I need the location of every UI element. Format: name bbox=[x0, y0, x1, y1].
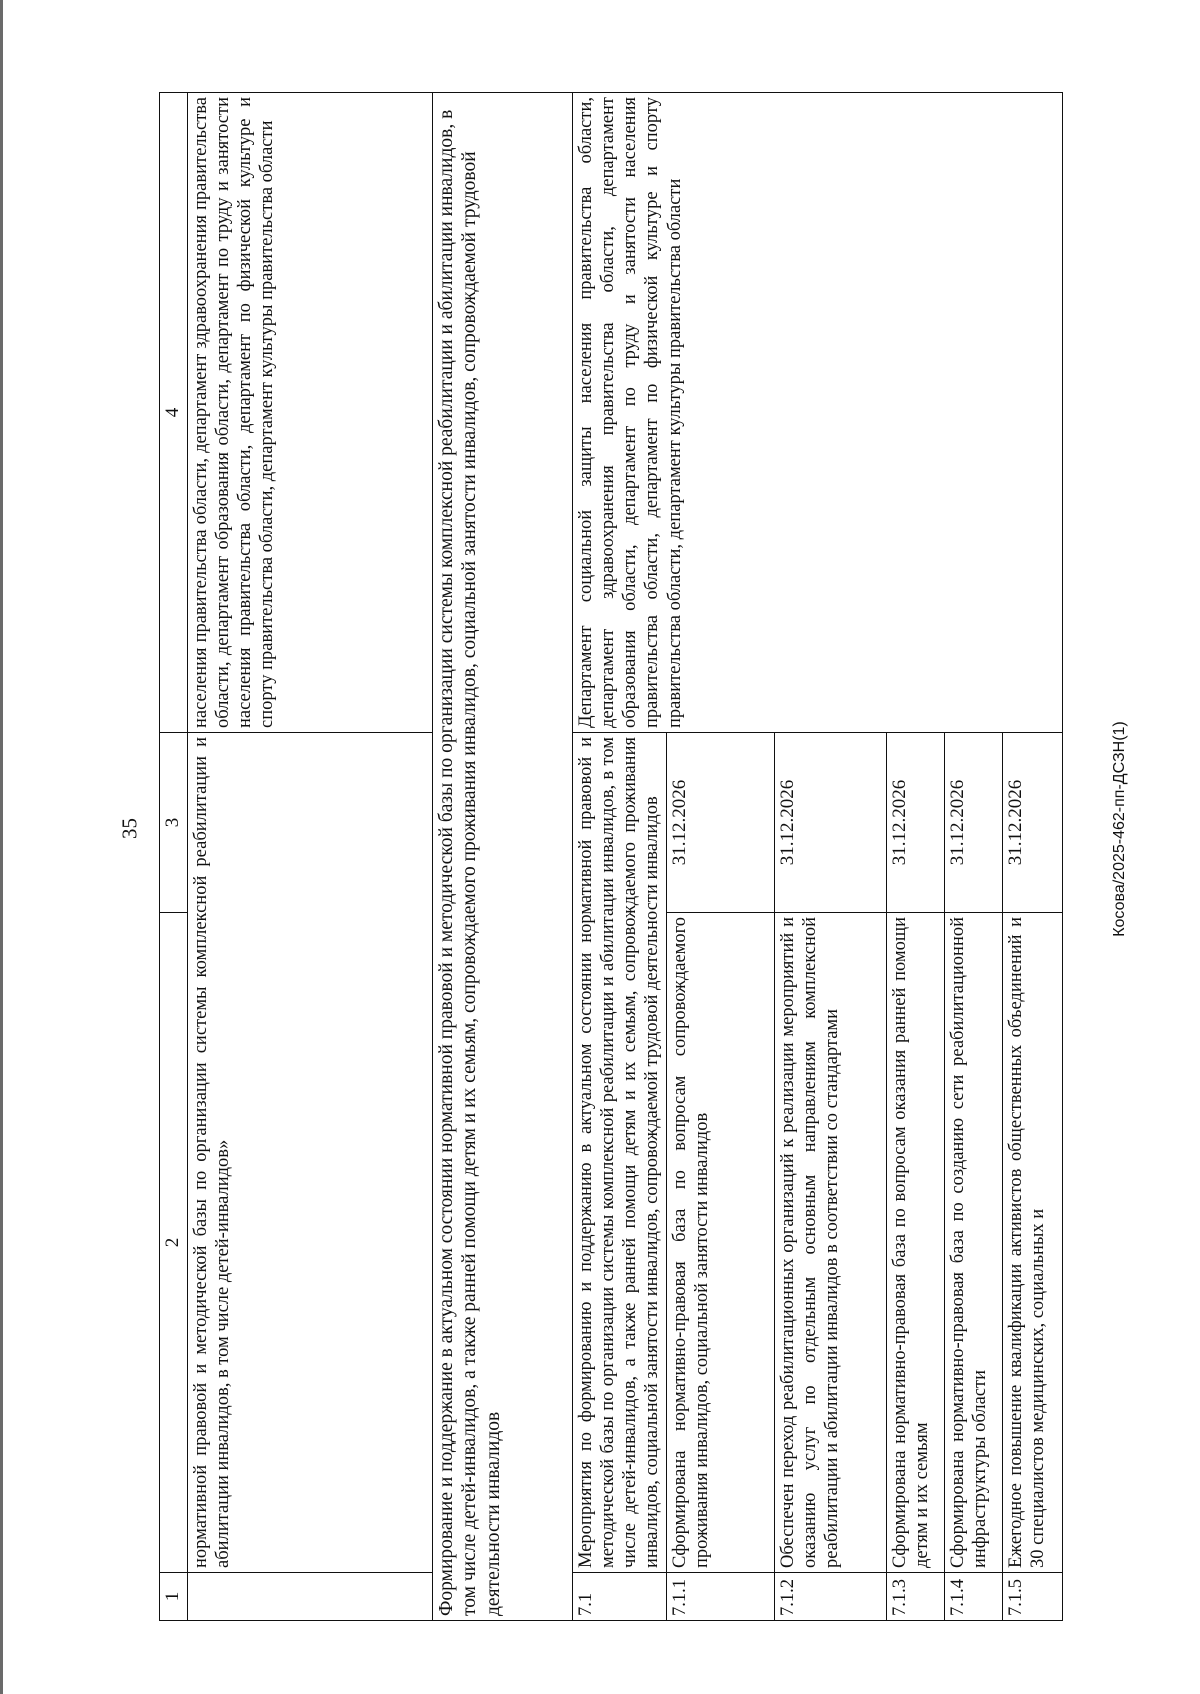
plan-table-rotated bbox=[159, 93, 1167, 1621]
row-description: Сформирована нормативно-правовая база по вопросам сопровождаемого проживания инвалидов, социальной занятости инвалидов bbox=[666, 913, 774, 1573]
header-col-4: 4 bbox=[160, 93, 188, 733]
row-number: 7.1 bbox=[572, 1573, 666, 1621]
row-description: Сформирована нормативно-правовая база по вопросам оказания ранней помощи детям и их семьям bbox=[886, 913, 944, 1573]
row-description: Обеспечен переход реабилитационных организаций к реализации мероприятий и оказанию услуг по отдельным основным направлениям комплексной реабилитации и абилитации инвалидов в соответствии со стандартами bbox=[774, 913, 886, 1573]
scan-edge bbox=[0, 0, 3, 1694]
continued-description: нормативной правовой и методической базы по организации системы комплексной реабилитации и абилитации инвалидов, в том числе детей-инвалидов» bbox=[187, 733, 432, 1573]
row-number: 7.1.5 bbox=[1002, 1573, 1062, 1621]
row-deadline: 31.12.2026 bbox=[666, 733, 774, 913]
row-executors: Департамент социальной защиты населения правительства области, департамент здравоохранения правительства области, департамент образования области, департамент по труду и занятости населения правительства области, департамент по физической культуре и спорту правительства области, департамент культуры правительства области bbox=[572, 93, 1062, 733]
row-deadline: 31.12.2026 bbox=[774, 733, 886, 913]
row-description: Ежегодное повышение квалификации активистов общественных объединений и 30 специалистов медицинских, социальных и bbox=[1002, 913, 1062, 1573]
row-number: 7.1.3 bbox=[886, 1573, 944, 1621]
document-code: Косова/2025-462-пп-ДСЗН(1) bbox=[1111, 721, 1128, 937]
row-deadline: 31.12.2026 bbox=[886, 733, 944, 913]
continued-num bbox=[187, 1573, 432, 1621]
table-row bbox=[572, 93, 666, 1621]
header-col-1: 1 bbox=[160, 1573, 188, 1621]
row-deadline: 31.12.2026 bbox=[944, 733, 1002, 913]
task-title: Формирование и поддержание в актуальном состоянии нормативной правовой и методической базы по организации системы комплексной реабилитации и абилитации инвалидов, в том числе детей-инвалидов, а также ранней помощи детям и их семьям, сопровождаемого проживания инвалидов, социальной занятости инвалидов, сопровождаемой трудовой деятельности инвалидов bbox=[432, 93, 572, 1621]
row-description: Мероприятия по формированию и поддержанию в актуальном состоянии нормативной правовой и методической базы по организации системы комплексной реабилитации и абилитации инвалидов, в том числе детей-инвалидов, а также ранней помощи детям и их семьям, сопровождаемого проживания инвалидов, социальной занятости инвалидов, сопровождаемой трудовой деятельности инвалидов bbox=[572, 733, 666, 1573]
header-col-3: 3 bbox=[160, 733, 188, 913]
row-number: 7.1.2 bbox=[774, 1573, 886, 1621]
continued-row bbox=[187, 93, 432, 1621]
row-deadline: 31.12.2026 bbox=[1002, 733, 1062, 913]
header-col-2: 2 bbox=[160, 913, 188, 1573]
page-number: 35 bbox=[117, 818, 142, 839]
table-header-row bbox=[160, 93, 188, 1621]
task-row bbox=[432, 93, 572, 1621]
row-description: Сформирована нормативно-правовая база по созданию сети реабилитационной инфраструктуры области bbox=[944, 913, 1002, 1573]
plan-table bbox=[159, 92, 1063, 1621]
continued-executors: населения правительства области, департамент здравоохранения правительства области, департамент образования области, департамент по труду и занятости населения правительства области, департамент по физической культуре и спорту правительства области, департамент культуры правительства области bbox=[187, 93, 432, 733]
row-number: 7.1.4 bbox=[944, 1573, 1002, 1621]
row-number: 7.1.1 bbox=[666, 1573, 774, 1621]
